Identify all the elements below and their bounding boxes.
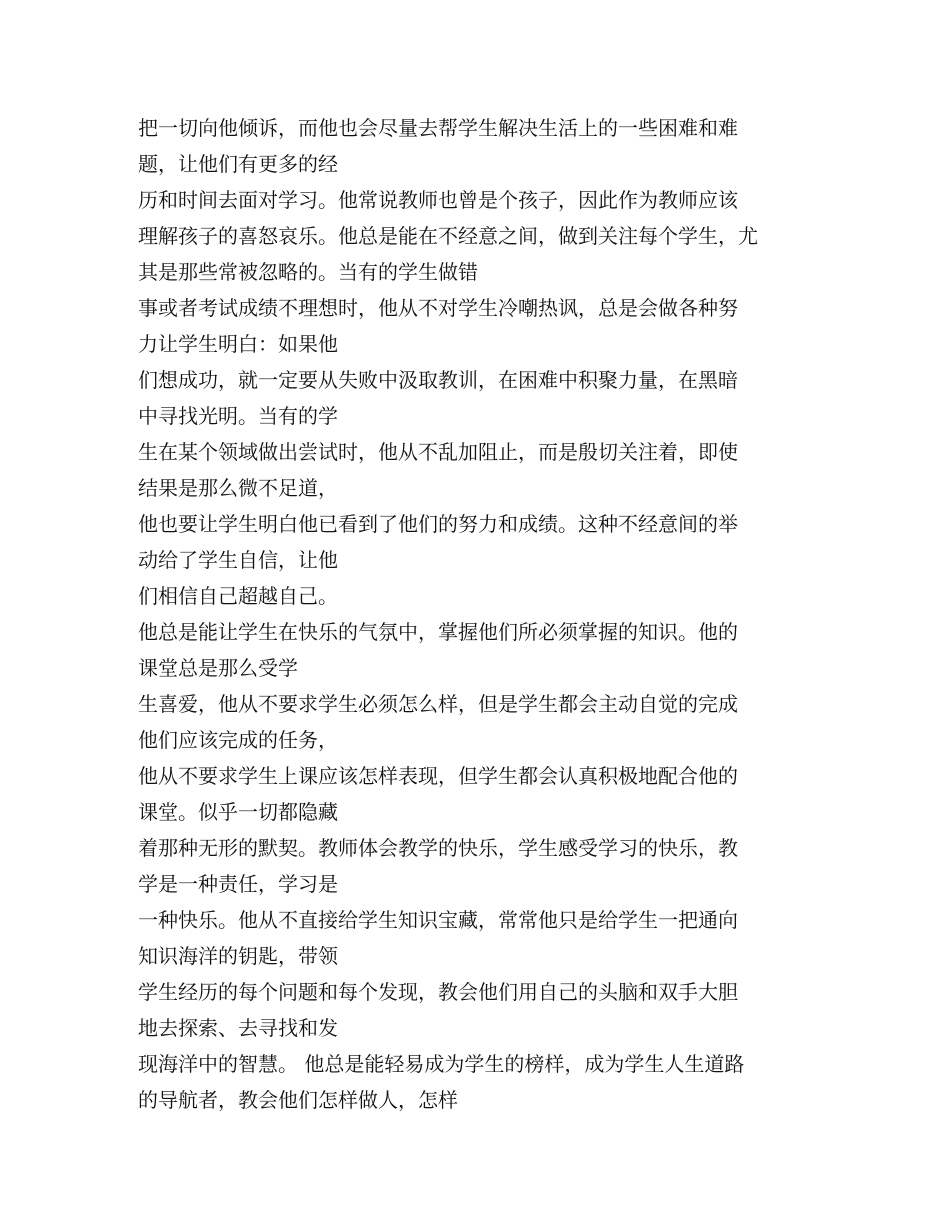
text-line: 事或者考试成绩不理想时，他从不对学生冷嘲热讽，总是会做各种努 [138,296,738,320]
text-line: 课堂总是那么受学 [138,656,298,680]
text-line: 中寻找光明。当有的学 [138,404,338,428]
text-line: 们相信自己超越自己。 [138,584,338,608]
text-line: 地去探索、去寻找和发 [138,1016,338,1040]
text-line: 他从不要求学生上课应该怎样表现，但学生都会认真积极地配合他的 [138,764,738,788]
text-line: 学生经历的每个问题和每个发现，教会他们用自己的头脑和双手大胆 [138,980,738,1004]
text-line: 现海洋中的智慧。 他总是能轻易成为学生的榜样，成为学生人生道路 [138,1052,745,1076]
text-line: 们想成功，就一定要从失败中汲取教训，在困难中积聚力量，在黑暗 [138,368,738,392]
text-line: 他总是能让学生在快乐的气氛中，掌握他们所必须掌握的知识。他的 [138,620,738,644]
text-line: 题，让他们有更多的经 [138,152,338,176]
text-line: 结果是那么微不足道， [138,476,338,500]
text-line: 生喜爱，他从不要求学生必须怎么样，但是学生都会主动自觉的完成 [138,692,738,716]
text-line: 知识海洋的钥匙，带领 [138,944,338,968]
text-line: 力让学生明白：如果他 [138,332,338,356]
text-line: 的导航者，教会他们怎样做人，怎样 [138,1088,458,1112]
text-line: 生在某个领域做出尝试时，他从不乱加阻止，而是殷切关注着，即使 [138,440,738,464]
text-line: 他也要让学生明白他已看到了他们的努力和成绩。这种不经意间的举 [138,512,738,536]
text-line: 一种快乐。他从不直接给学生知识宝藏，常常他只是给学生一把通向 [138,908,738,932]
text-line: 他们应该完成的任务， [138,728,338,752]
text-line: 理解孩子的喜怒哀乐。他总是能在不经意之间，做到关注每个学生，尤 [138,224,758,248]
text-line: 把一切向他倾诉，而他也会尽量去帮学生解决生活上的一些困难和难 [138,116,738,140]
text-line: 学是一种责任，学习是 [138,872,338,896]
text-line: 着那种无形的默契。教师体会教学的快乐，学生感受学习的快乐，教 [138,836,738,860]
text-line: 动给了学生自信，让他 [138,548,338,572]
text-line: 其是那些常被忽略的。当有的学生做错 [138,260,478,284]
text-line: 课堂。似乎一切都隐藏 [138,800,338,824]
text-line: 历和时间去面对学习。他常说教师也曾是个孩子，因此作为教师应该 [138,188,738,212]
body-text [138,110,814,1118]
